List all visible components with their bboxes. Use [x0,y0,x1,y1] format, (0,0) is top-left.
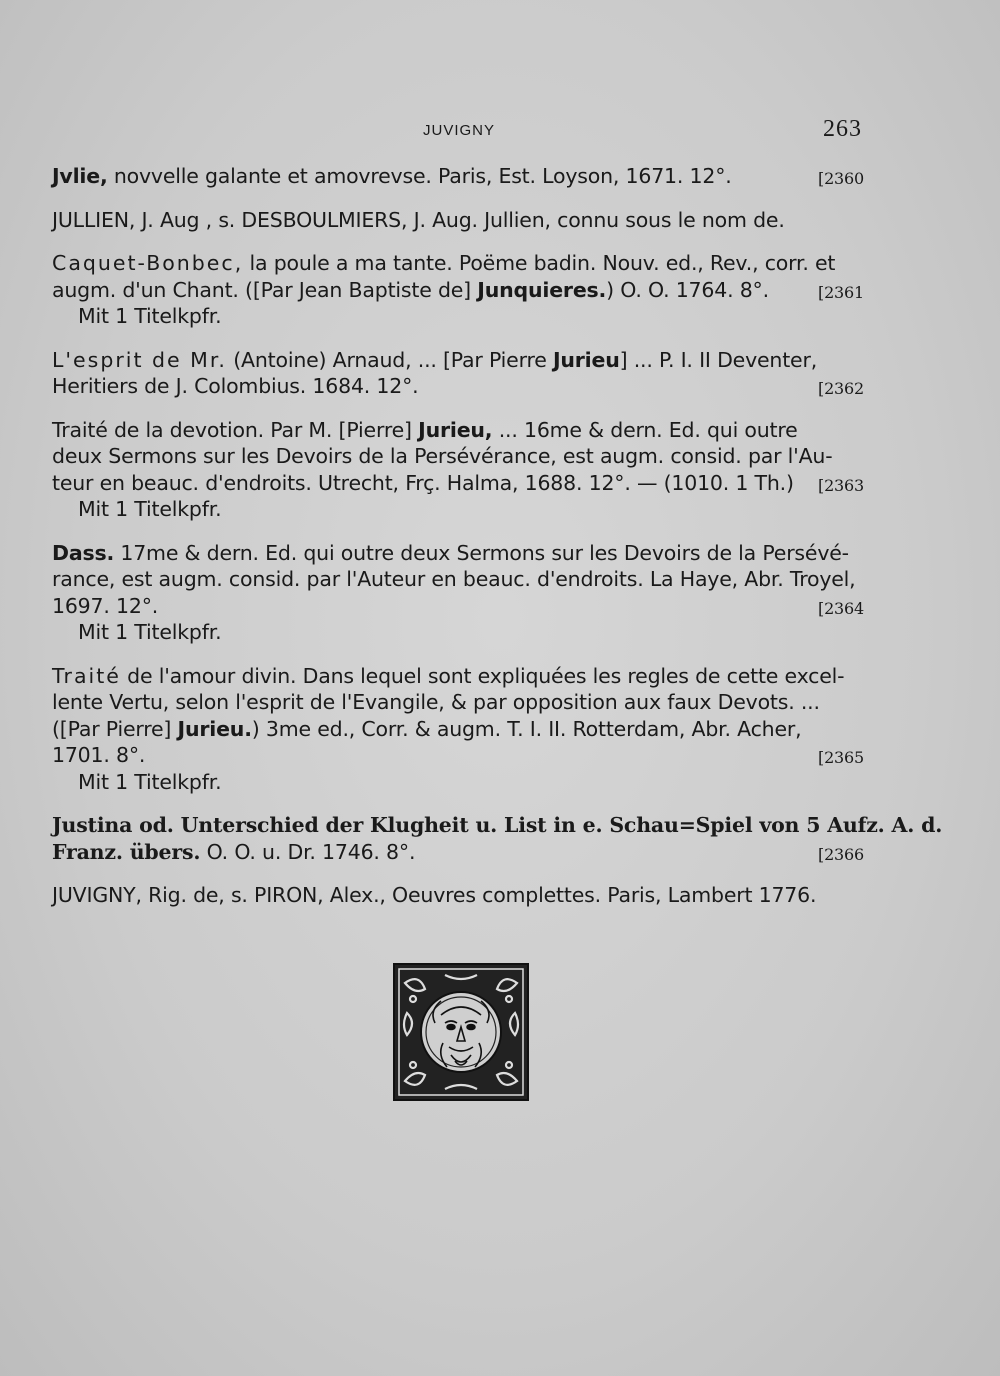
entry-text: ] ... P. I. II Deventer, [619,347,818,372]
entry-text: teur en beauc. d'endroits. Utrecht, Frç. Halma, 1688. 12°. — (1010. 1 Th.) [52,470,794,495]
entry-line [52,839,862,866]
entry [52,250,862,330]
entry-note [52,769,862,796]
entry-line [52,882,862,909]
entry-text: augm. d'un Chant. ([Par Jean Baptiste de] [52,277,478,302]
entry-text: Mit 1 Titelkpfr. [78,769,222,794]
entry-author: Dass. [52,540,115,565]
entry-text: deux Sermons sur les Devoirs de la Persévérance, est augm. consid. par l'Au- [52,444,833,468]
entry-text: rance, est augm. consid. par l'Auteur en beauc. d'endroits. La Haye, Abr. Troyel, [52,567,856,591]
entry-line [52,417,862,444]
entry-line [52,593,862,620]
entry-number: [2362 [818,379,864,398]
grotesque-mask-ornament-icon [393,963,529,1101]
entry-author: Jvlie, [52,164,108,188]
entry-line [52,163,862,190]
page-number: 263 [823,116,862,142]
entry-number: [2361 [818,282,864,302]
entry-number: [2363 [818,475,864,495]
entry-text: ) 3me ed., Corr. & augm. T. I. II. Rotterdam, Abr. Acher, [251,716,802,741]
entry-text: lente Vertu, selon l'esprit de l'Evangile, & par opposition aux faux Devots. ... [52,690,820,714]
entry-text: 17me & dern. Ed. qui outre deux Sermons sur les Devoirs de la Persévé- [114,540,849,565]
entry-text: Caquet-Bonbec, [52,251,244,275]
entry-line [52,470,862,497]
entry [52,207,862,234]
entry [52,163,862,190]
entry-author: Justina [52,813,133,837]
entry-line [52,347,862,374]
entry-text: de l'amour divin. Dans lequel sont expliquées les regles de cette excel- [120,663,845,688]
entry-author: Jurieu. [177,716,252,741]
entry-author: Jurieu, [418,417,493,442]
entry-number: [2364 [818,598,864,618]
entry-line [52,373,862,400]
entry-number: [2365 [818,748,864,767]
entry-line [52,540,862,567]
entry [52,882,862,909]
entry-line [52,443,862,470]
entry-text: Mit 1 Titelkpfr. [78,497,222,521]
entry-text: Heritiers de J. Colombius. 1684. 12°. [52,374,419,398]
entry-line [52,207,862,234]
entry-line [52,689,862,716]
running-title: JUVIGNY [423,122,496,139]
entry [52,540,862,646]
entry-text: novvelle galante et amovrevse. Paris, Est. Loyson, 1671. 12°. [107,164,732,188]
entry-line [52,566,862,593]
entry-line [52,250,862,277]
entry-text: Mit 1 Titelkpfr. [78,304,222,328]
entry-line [52,716,862,743]
bibliography-entries [52,163,943,926]
entry-text: la poule a ma tante. Poëme badin. Nouv. ed., Rev., corr. et [243,251,836,275]
entry-number: [2366 [818,844,864,864]
entry-text: (Antoine) Arnaud, ... [Par Pierre [226,347,553,372]
entry-author: Jurieu [552,347,620,372]
entry-author: Junquieres. [477,277,607,302]
entry-text: Franz. übers. [52,839,201,864]
entry-note [52,303,862,330]
entry-text: od. Unterschied der Klugheit u. List in e. Schau=Spiel von 5 Aufz. A. d. [132,813,943,837]
entry-line [52,277,862,304]
entry-text: Mit 1 Titelkpfr. [78,620,222,644]
entry-text: L'esprit de Mr. [52,347,227,372]
entry-text: ) O. O. 1764. 8°. [606,277,769,302]
entry-text: Traité de la devotion. Par M. [Pierre] [52,417,419,442]
entry-text: 1697. 12°. [52,593,159,618]
entry-note [52,619,862,646]
entry-note [52,496,862,523]
entry-line [52,663,862,690]
entry-text: ([Par Pierre] [52,716,178,741]
entry-text: JULLIEN, J. Aug , s. DESBOULMIERS, J. Aug. Jullien, connu sous le nom de. [52,207,785,232]
entry-text: JUVIGNY, Rig. de, s. PIRON, Alex., Oeuvres complettes. Paris, Lambert 1776. [52,883,817,907]
entry-line [52,812,943,839]
entry-text: O. O. u. Dr. 1746. 8°. [200,839,416,864]
entry [52,417,862,523]
entry-number: [2360 [818,169,864,188]
entry-text: 1701. 8°. [52,743,146,767]
entry [52,812,943,865]
entry-line [52,742,862,769]
entry [52,663,862,796]
entry [52,347,862,400]
entry-text: ... 16me & dern. Ed. qui outre [492,417,798,442]
entry-text: Traité [52,663,121,688]
